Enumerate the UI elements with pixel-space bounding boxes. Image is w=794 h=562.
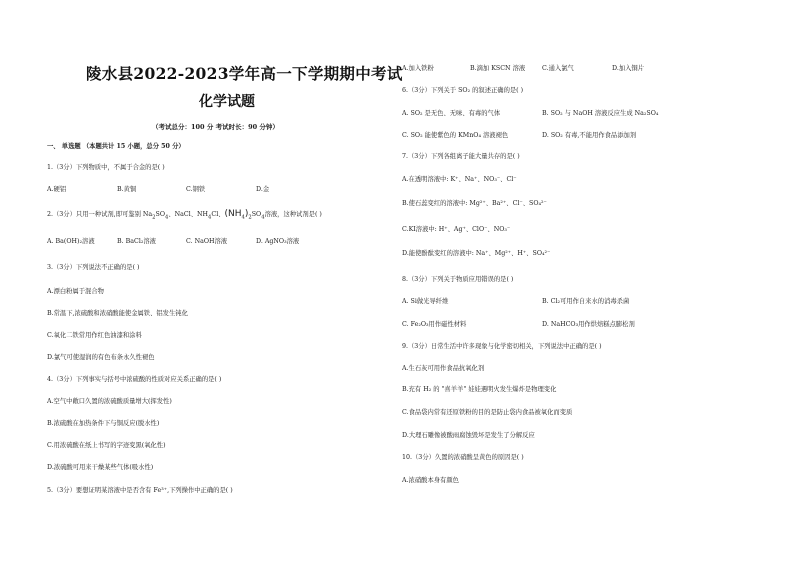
q5-option-c: C.通入氯气 (542, 65, 574, 72)
question-10: 10.（3分）久置的浓硝酸呈黄色的原因是( ) (402, 454, 524, 461)
q1-option-a: A.硬铝 (47, 186, 67, 193)
q8-option-c: C. Fe₂O₃用作磁性材料 (402, 321, 467, 328)
q8-option-a: A. Si做光导纤维 (402, 298, 449, 305)
q7-option-b: B.使石蕊变红的溶液中: Mg²⁺、Ba²⁺、Cl⁻、SO₄²⁻ (402, 200, 547, 207)
question-4: 4.（3分）下列事实与括号中浓硫酸的性质对应关系正确的是( ) (47, 376, 222, 383)
q3-option-c: C.氧化二铁常用作红色油漆和涂料 (47, 332, 142, 339)
q7-option-d: D.能使酚酞变红的溶液中: Na⁺、Mg²⁺、H⁺、SO₄²⁻ (402, 250, 551, 257)
question-6: 6.（3分）下列关于 SO₂ 的叙述正确的是( ) (402, 87, 524, 94)
q4-option-b: B.浓硫酸在加热条件下与铜反应(脱水性) (47, 420, 160, 427)
q3-option-d: D.氯气可使湿润的有色布条永久性褪色 (47, 354, 155, 361)
question-9: 9.（3分）日常生活中许多现象与化学密切相关，下列说法中正确的是( ) (402, 343, 602, 350)
q3-option-b: B.常温下,浓硫酸和浓硝酸能使金属铁、铝发生钝化 (47, 310, 188, 317)
q9-option-d: D.大理石雕像被酸雨腐蚀毁坏是发生了分解反应 (402, 432, 535, 439)
q6-option-b: B. SO₂ 与 NaOH 溶液反应生成 Na₂SO₄ (542, 110, 659, 117)
q2-option-b: B. BaCl₂溶液 (117, 238, 156, 245)
q2-option-d: D. AgNO₃溶液 (256, 238, 300, 245)
q7-option-a: A.在透明溶液中: K⁺、Na⁺、NO₃⁻、Cl⁻ (402, 176, 517, 183)
q6-option-a: A. SO₂ 是无色、无味、有毒的气体 (402, 110, 501, 117)
page-subtitle: 化学试题 (199, 94, 255, 110)
section-heading: 一、 单选题 （本题共计 15 小题，总分 50 分） (47, 143, 185, 150)
question-1: 1.（3分）下列物质中，不属于合金的是( ) (47, 164, 165, 171)
q9-option-a: A.生石灰可用作食品抗氧化剂 (402, 365, 485, 372)
q4-option-d: D.浓硫酸可用来干燥某些气体(吸水性) (47, 464, 154, 471)
exam-info: （考试总分：100 分 考试时长：90 分钟） (152, 123, 279, 131)
q1-option-d: D.金 (256, 186, 270, 193)
q4-option-c: C.用浓硫酸在纸上书写的字迹变黑(氧化性) (47, 442, 166, 449)
q5-option-a: A.加入铁粉 (402, 65, 434, 72)
q1-option-b: B.黄铜 (117, 186, 137, 193)
page-title: 陵水县2022-2023学年高一下学期期中考试 (86, 64, 403, 83)
q3-option-a: A.漂白粉属于混合物 (47, 288, 104, 295)
question-8: 8.（3分）下列关于物质应用错误的是( ) (402, 276, 514, 283)
q5-option-d: D.加入铜片 (612, 65, 645, 72)
q9-option-b: B.充有 H₂ 的 "喜羊羊" 娃娃遇明火发生爆炸是物理变化 (402, 386, 557, 393)
q9-option-c: C.食品袋内常有还原铁粉的目的是防止袋内食品被氧化而变质 (402, 409, 573, 416)
q8-option-b: B. Cl₂可用作自来水的消毒杀菌 (542, 298, 630, 305)
question-2: 2.（3分）只用一种试剂,即可鉴别 $Na_2SO_4$、NaCl、$NH_4Cl$、$(NH_4)_2SO_4$溶液，这种试剂是( ) (47, 209, 322, 221)
question-5: 5.（3分）要想证明某溶液中是否含有 Fe³⁺,下列操作中正确的是( ) (47, 487, 233, 494)
q4-option-a: A.空气中敞口久置的浓硫酸质量增大(挥发性) (47, 398, 172, 405)
q6-option-c: C. SO₂ 能使紫色的 KMnO₄ 溶液褪色 (402, 132, 509, 139)
q2-option-c: C. NaOH溶液 (186, 238, 228, 245)
q7-option-c: C.KI溶液中: H⁺、Ag⁺、ClO⁻、NO₃⁻ (402, 226, 511, 233)
q1-option-c: C.钢铁 (186, 186, 206, 193)
q8-option-d: D. NaHCO₃用作烘焙糕点膨松剂 (542, 321, 635, 328)
q2-option-a: A. Ba(OH)₂溶液 (47, 238, 95, 245)
question-7: 7.（3分）下列各组离子能大量共存的是( ) (402, 153, 520, 160)
q10-option-a: A.浓硝酸本身有颜色 (402, 477, 459, 484)
q6-option-d: D. SO₂ 有毒,不能用作食品添加剂 (542, 132, 637, 139)
question-3: 3.（3分）下列说法不正确的是( ) (47, 264, 140, 271)
q5-option-b: B.滴加 KSCN 溶液 (470, 65, 526, 72)
